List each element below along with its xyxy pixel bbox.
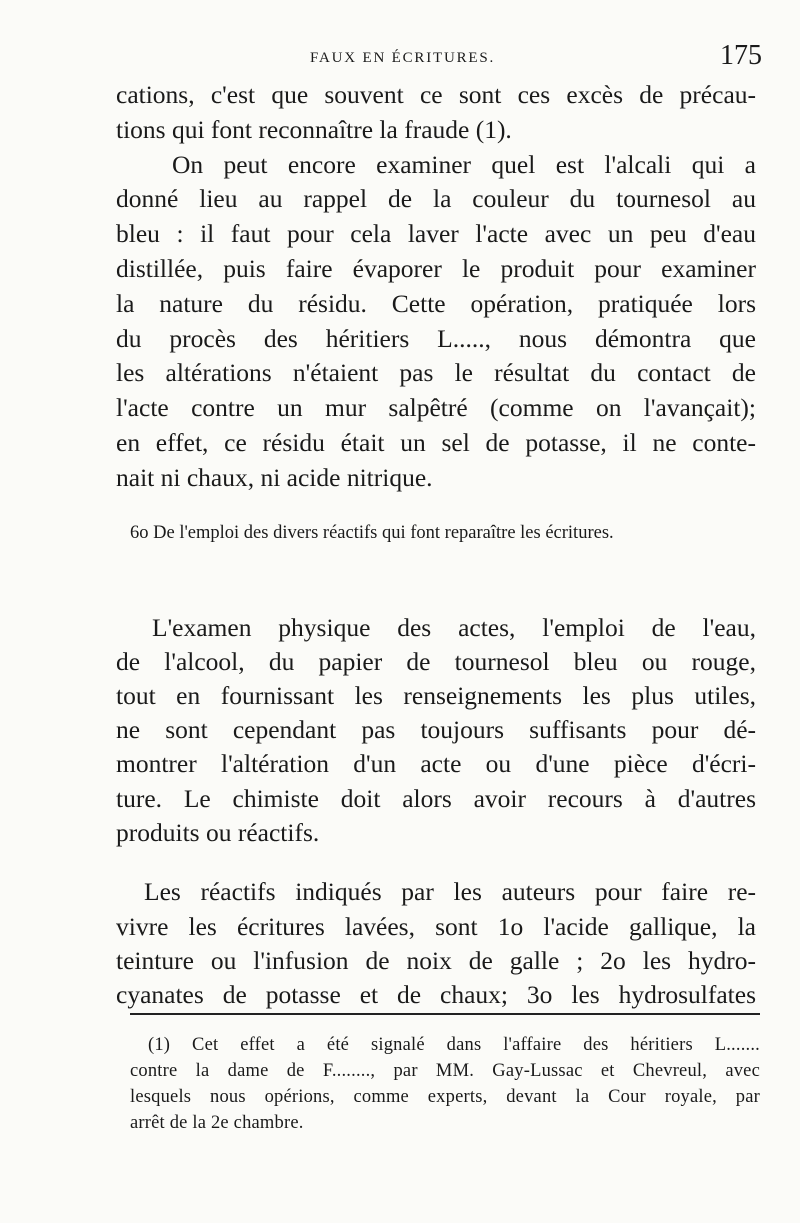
paragraph-3 <box>116 611 756 850</box>
main-text-continued <box>116 585 756 1038</box>
text-line: Les réactifs indiqués par les auteurs pour faire re- <box>144 877 756 907</box>
text-line: l'acte contre un mur salpêtré (comme on l'avançait); <box>116 393 756 423</box>
text-line: la nature du résidu. Cette opération, pratiquée lors <box>116 288 756 318</box>
main-text <box>116 78 756 496</box>
text-line: tions qui font reconnaître la fraude (1). <box>116 114 512 144</box>
footnote <box>130 1032 760 1136</box>
text-line: les altérations n'étaient pas le résultat du contact de <box>116 358 756 388</box>
text-line: vivre les écritures lavées, sont 1o l'acide gallique, la <box>116 911 756 941</box>
text-line: teinture ou l'infusion de noix de galle ; 2o les hydro- <box>116 945 756 975</box>
text-line: donné lieu au rappel de la couleur du tournesol au <box>116 184 756 214</box>
footnote-line: contre la dame de F........, par MM. Gay-Lussac et Chevreul, avec <box>130 1061 760 1081</box>
text-line: distillée, puis faire évaporer le produit pour examiner <box>116 253 756 283</box>
text-line: de l'alcool, du papier de tournesol bleu ou rouge, <box>116 646 756 676</box>
text-line: bleu : il faut pour cela laver l'acte avec un peu d'eau <box>116 219 756 249</box>
section-heading: 6o De l'emploi des divers réactifs qui font reparaître les écritures. <box>130 523 614 543</box>
text-line: ne sont cependant pas toujours suffisants pour dé- <box>116 715 756 745</box>
text-line: nait ni chaux, ni acide nitrique. <box>116 462 433 492</box>
text-line: en effet, ce résidu était un sel de potasse, il ne conte- <box>116 427 756 457</box>
text-line: du procès des héritiers L....., nous démontra que <box>116 323 756 353</box>
page-header <box>115 36 770 76</box>
paragraph-1 <box>116 78 756 148</box>
paragraph-2 <box>116 148 756 496</box>
footnote-line: arrêt de la 2e chambre. <box>130 1113 304 1133</box>
text-line: L'examen physique des actes, l'emploi de l'eau, <box>152 612 756 642</box>
text-line: montrer l'altération d'un acte ou d'une pièce d'écri- <box>116 749 756 779</box>
text-line: ture. Le chimiste doit alors avoir recours à d'autres <box>116 783 756 813</box>
page-number: 175 <box>720 40 762 71</box>
text-line: On peut encore examiner quel est l'alcali qui a <box>172 149 756 179</box>
footnote-line: (1) Cet effet a été signalé dans l'affaire des héritiers L....... <box>148 1035 760 1055</box>
running-head: FAUX EN ÉCRITURES. <box>310 50 496 66</box>
text-line: produits ou réactifs. <box>116 817 320 847</box>
footnote-line: lesquels nous opérions, comme experts, devant la Cour royale, par <box>130 1087 760 1107</box>
text-line: tout en fournissant les renseignements les plus utiles, <box>116 680 756 710</box>
text-line: cations, c'est que souvent ce sont ces excès de précau- <box>116 80 756 109</box>
paragraph-4 <box>116 875 756 1012</box>
footnote-rule <box>130 1013 760 1015</box>
text-line: cyanates de potasse et de chaux; 3o les hydrosulfates <box>116 980 756 1010</box>
